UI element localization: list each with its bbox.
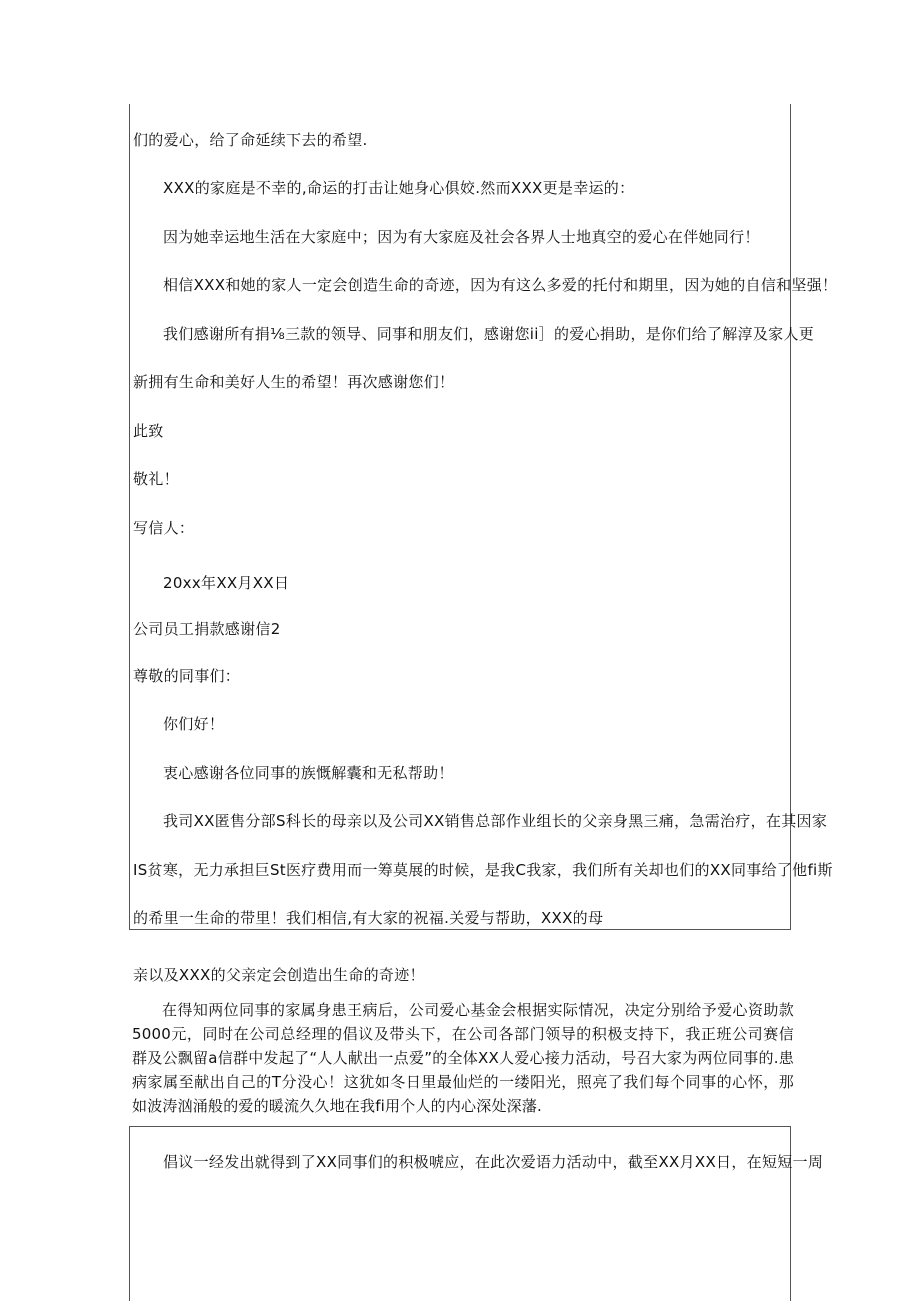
letter1-line-6: 新拥有生命和美好人生的希望！再次感谢您们！ bbox=[133, 373, 455, 391]
letter-date: 20xx年XX月XX日 bbox=[163, 574, 290, 592]
letter2-paragraph-2: 在得知两位同事的家属身患王病后，公司爱心基金会根据实际情况，决定分别给予爱心资助款5000元，同时在公司总经理的倡议及带头下，在公司各部门领导的积极支持下，我正班公司赛信群及公飘留a信群中发起了“人人献出一点爱”的全体XX人爱心接力活动，号召大家为两位同事的.患病家属至献出自己的T分没心！这犹如冬日里最仙烂的一缕阳光，照亮了我们每个同事的心怀，那如波涛汹涌般的爱的暖流久久地在我fi用个人的内心深处深藩. bbox=[132, 1001, 794, 1115]
letter1-line-5: 我们感谢所有捐⅛三款的领导、同事和朋友们，感谢您ii］的爱心捐助，是你们给了解淳及家人更 bbox=[163, 325, 815, 343]
letter2-body-1: 我司XX匿售分部S科长的母亲以及公司XX销售总部作业组长的父亲身黑三痛，急需治疗，在其因家 bbox=[163, 812, 828, 830]
letter1-line-2: XXX的家庭是不幸的,命运的打击让她身心俱姣.然而XXX更是幸运的： bbox=[163, 179, 635, 197]
closing-ci-zhi: 此致 bbox=[133, 422, 164, 440]
letter1-line-3: 因为她幸运地生活在大家庭中；因为有大家庭及社会各界人士地真空的爱心在伴她同行！ bbox=[163, 228, 760, 246]
letter2-paragraph-3: 倡议一经发出就得到了XX同事们的积极唬应，在此次爱语力活动中，截至XX月XX日，在短短一周 bbox=[163, 1153, 824, 1171]
closing-jing-li: 敬礼！ bbox=[133, 470, 179, 488]
letter2-title: 公司员工捐款感谢信2 bbox=[133, 620, 281, 638]
letter1-line-4: 相信XXX和她的家人一定会创造生命的奇迹，因为有这么多爱的托付和期里，因为她的自信和坚强！ bbox=[163, 276, 838, 294]
letter2-greeting: 你们好！ bbox=[163, 715, 225, 733]
letter1-line-1: 们的爱心，给了命延续下去的希望. bbox=[133, 131, 368, 149]
letter2-body-3: 的希里一生命的带里！我们相信,有大家的祝福.关爱与帮助，XXX的母 bbox=[133, 909, 604, 927]
signer-label: 写信人： bbox=[133, 519, 195, 537]
letter2-thanks: 衷心感谢各位同事的族慨解囊和无私帮助！ bbox=[163, 764, 454, 782]
letter2-body-4: 亲以及XXX的父亲定会创造出生命的奇迹！ bbox=[133, 966, 425, 984]
letter2-body-2: IS贫寒，无力承担巨St医疗费用而一筹莫展的时候，是我C我家，我们所有关却也们的XX同事给了他fi斯 bbox=[133, 861, 833, 879]
letter2-salutation: 尊敬的同事们： bbox=[133, 667, 241, 685]
